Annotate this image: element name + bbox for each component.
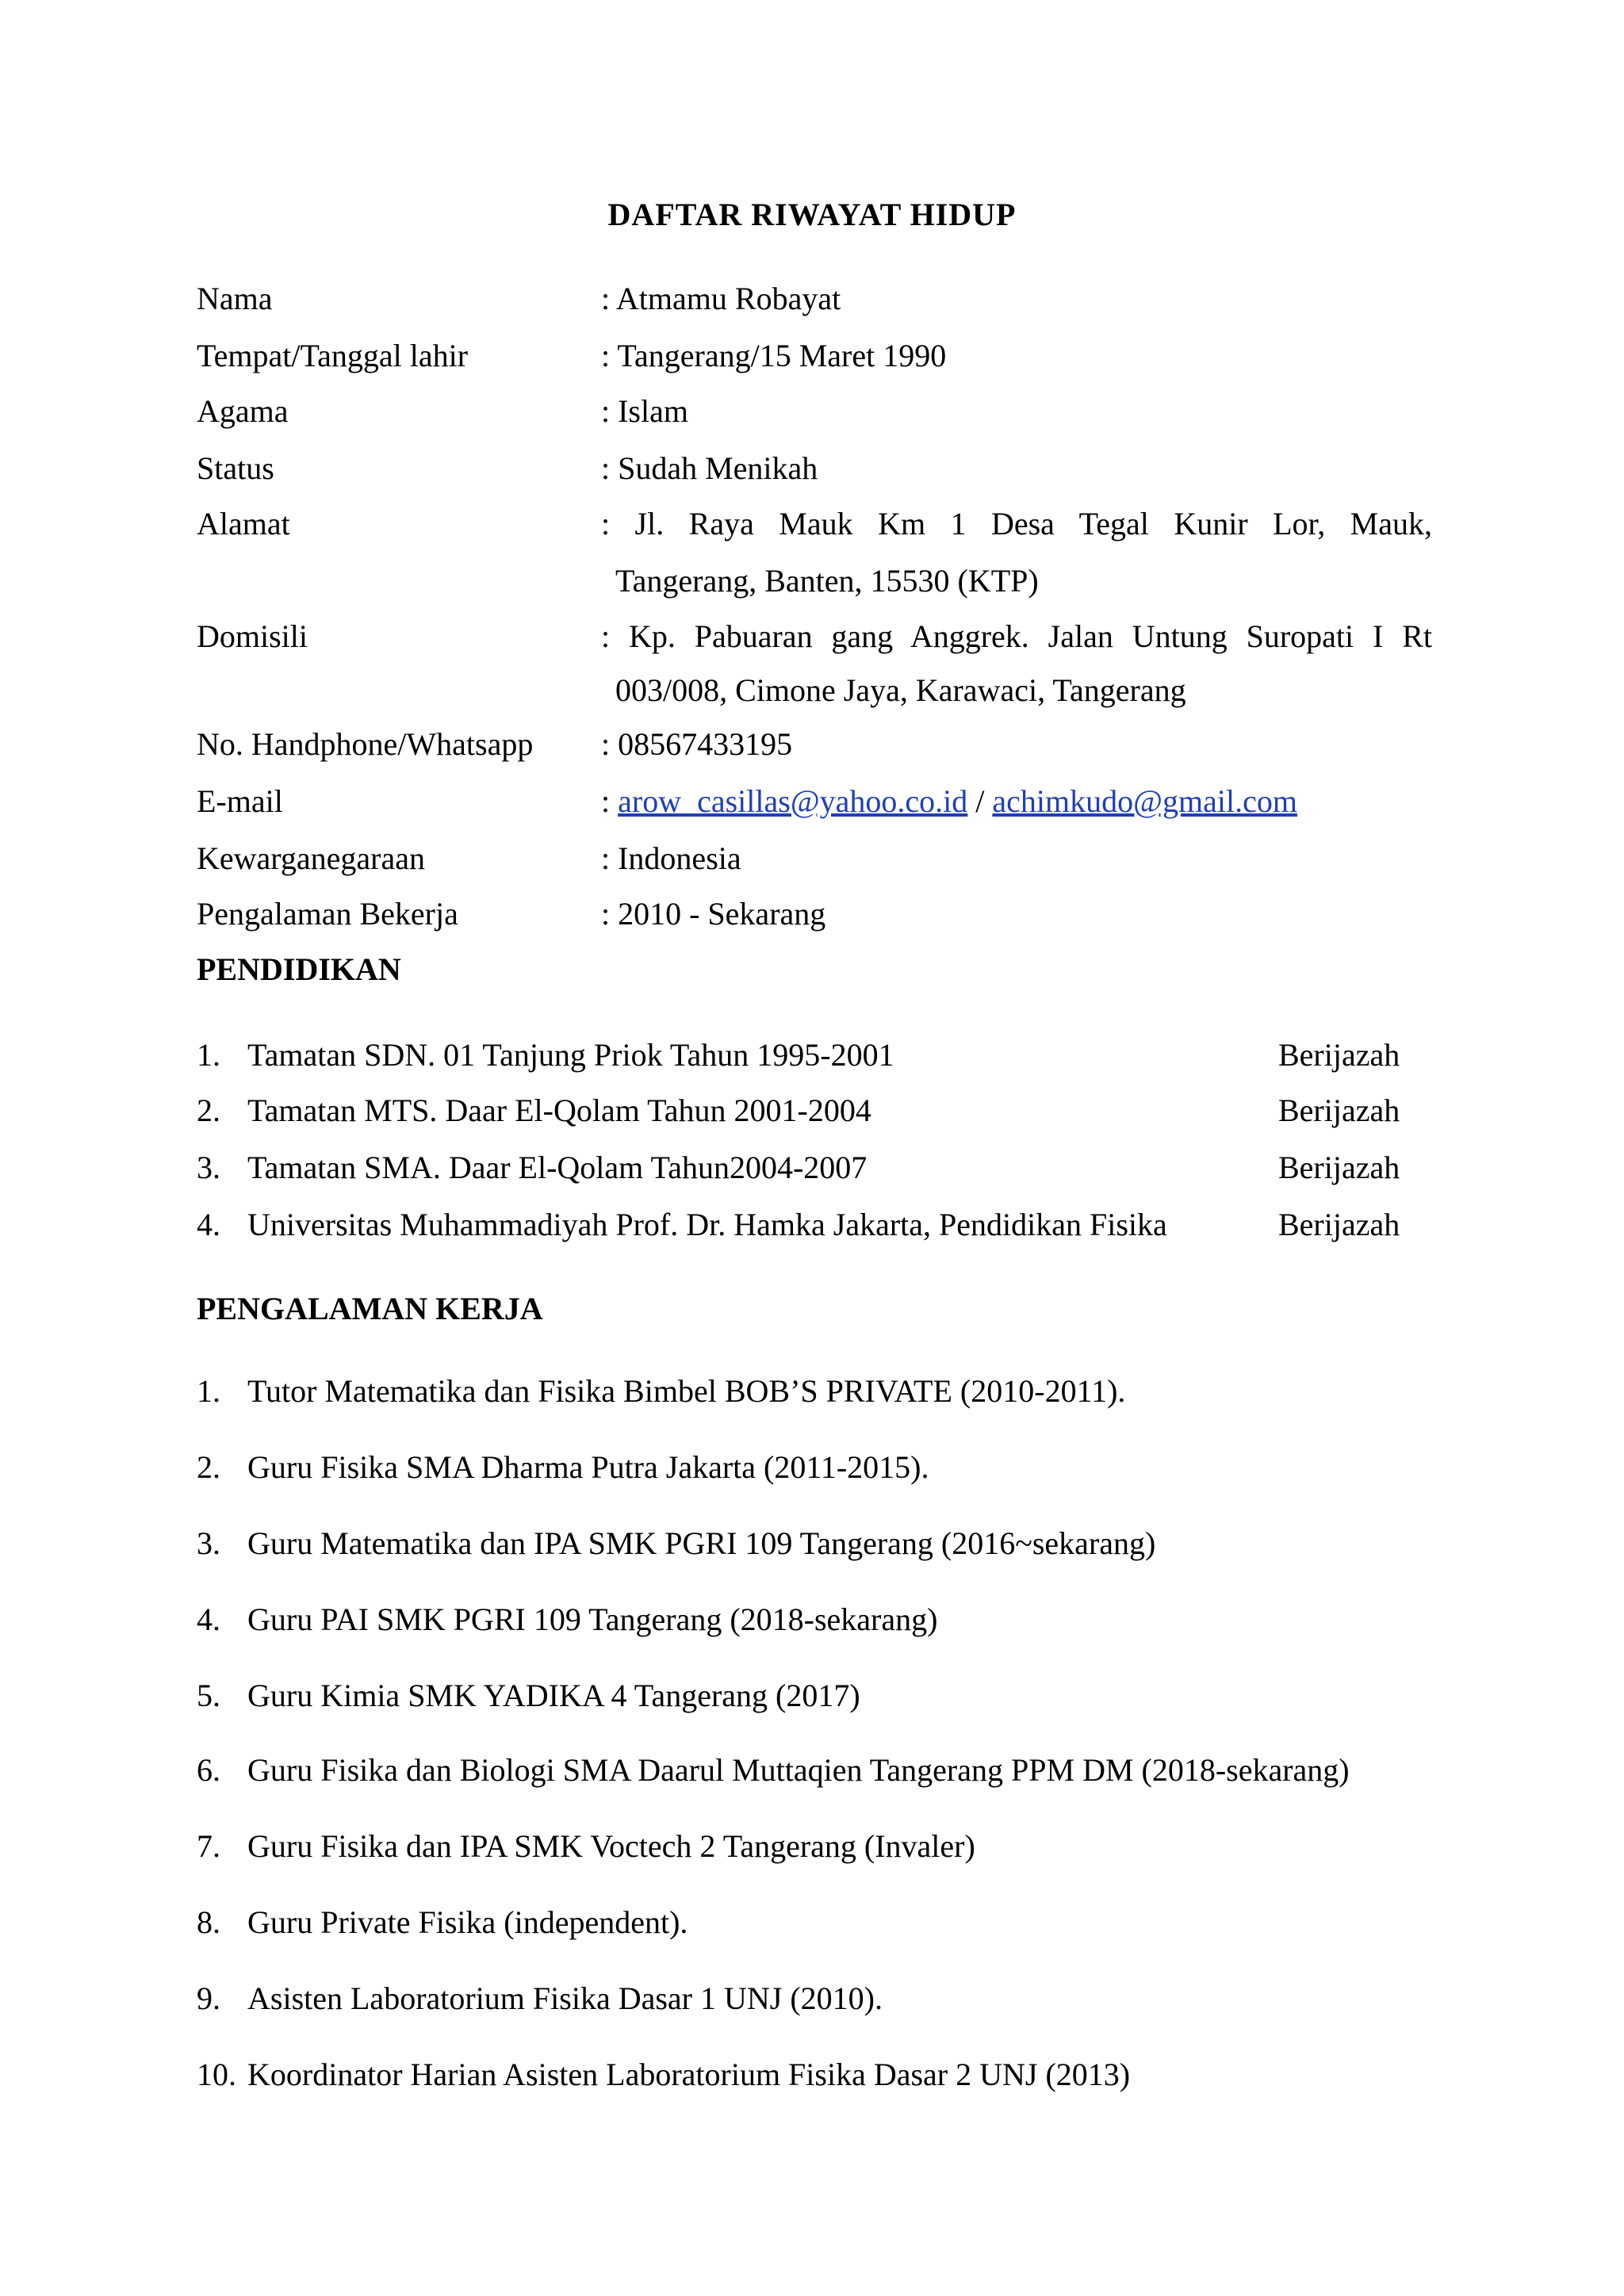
email-prefix: : [601,783,619,819]
field-value: : 08567433195 [601,726,793,762]
list-status: Berijazah [1278,1150,1400,1185]
list-status: Berijazah [1278,1093,1400,1128]
field-label: Agama [197,393,289,429]
field-value: : Sudah Menikah [601,450,818,486]
field-value: : Atmamu Robayat [601,281,841,316]
field-label: No. Handphone/Whatsapp [197,726,534,762]
list-number: 7. [197,1828,220,1864]
list-number: 8. [197,1904,220,1940]
list-number: 10. [197,2057,236,2092]
email-link-gmail[interactable]: achimkudo@gmail.com [992,783,1297,819]
list-number: 3. [197,1525,220,1561]
list-text: Guru Fisika dan IPA SMK Voctech 2 Tangerang (Invaler) [247,1828,975,1864]
list-text: Tamatan SMA. Daar El-Qolam Tahun2004-2007 [247,1150,868,1185]
email-separator: / [967,783,993,819]
education-heading: PENDIDIKAN [197,951,401,987]
field-value: : Islam [601,393,688,429]
list-number: 9. [197,1980,220,2016]
field-value: : Kp. Pabuaran gang Anggrek. Jalan Untung Suropati I Rt [601,618,1432,654]
list-text: Guru Fisika dan Biologi SMA Daarul Muttaqien Tangerang PPM DM (2018-sekarang) [247,1752,1350,1788]
field-label: Alamat [197,506,290,541]
field-value: : 2010 - Sekarang [601,896,826,932]
list-text: Koordinator Harian Asisten Laboratorium Fisika Dasar 2 UNJ (2013) [247,2057,1131,2092]
list-text: Guru Private Fisika (independent). [247,1904,688,1940]
experience-heading: PENGALAMAN KERJA [197,1291,543,1326]
list-text: Guru Matematika dan IPA SMK PGRI 109 Tangerang (2016~sekarang) [247,1525,1156,1561]
list-number: 5. [197,1678,220,1713]
field-value: : Jl. Raya Mauk Km 1 Desa Tegal Kunir Lor, Mauk, [601,506,1432,541]
list-text: Tamatan SDN. 01 Tanjung Priok Tahun 1995-2001 [247,1037,894,1073]
list-number: 3. [197,1150,220,1185]
field-label: Kewarganegaraan [197,840,425,876]
document-title: DAFTAR RIWAYAT HIDUP [607,197,1017,232]
list-text: Guru Fisika SMA Dharma Putra Jakarta (2011-2015). [247,1449,929,1485]
field-value: : Tangerang/15 Maret 1990 [601,338,947,373]
list-text: Guru PAI SMK PGRI 109 Tangerang (2018-sekarang) [247,1601,938,1637]
list-text: Asisten Laboratorium Fisika Dasar 1 UNJ (2010). [247,1980,883,2016]
field-label: Tempat/Tanggal lahir [197,338,469,373]
field-domisili-continuation: 003/008, Cimone Jaya, Karawaci, Tangerang [615,672,1186,708]
list-text: Guru Kimia SMK YADIKA 4 Tangerang (2017) [247,1678,860,1713]
list-number: 1. [197,1037,220,1073]
list-text: Universitas Muhammadiyah Prof. Dr. Hamka Jakarta, Pendidikan Fisika [247,1207,1167,1242]
field-label: Nama [197,281,273,316]
list-text: Tutor Matematika dan Fisika Bimbel BOB’S PRIVATE (2010-2011). [247,1373,1126,1409]
field-value: : Indonesia [601,840,741,876]
field-value [601,782,1297,821]
field-label: Status [197,450,274,486]
list-status: Berijazah [1278,1207,1400,1242]
list-status: Berijazah [1278,1037,1400,1073]
list-number: 6. [197,1752,220,1788]
list-number: 2. [197,1449,220,1485]
field-label: Domisili [197,618,308,654]
list-number: 4. [197,1207,220,1242]
field-alamat-continuation: Tangerang, Banten, 15530 (KTP) [615,563,1039,599]
field-label: Pengalaman Bekerja [197,896,458,932]
field-label: E-mail [197,783,283,819]
list-number: 1. [197,1373,220,1409]
list-text: Tamatan MTS. Daar El-Qolam Tahun 2001-2004 [247,1093,871,1128]
email-link-yahoo[interactable]: arow_casillas@yahoo.co.id [618,783,968,819]
list-number: 4. [197,1601,220,1637]
list-number: 2. [197,1093,220,1128]
